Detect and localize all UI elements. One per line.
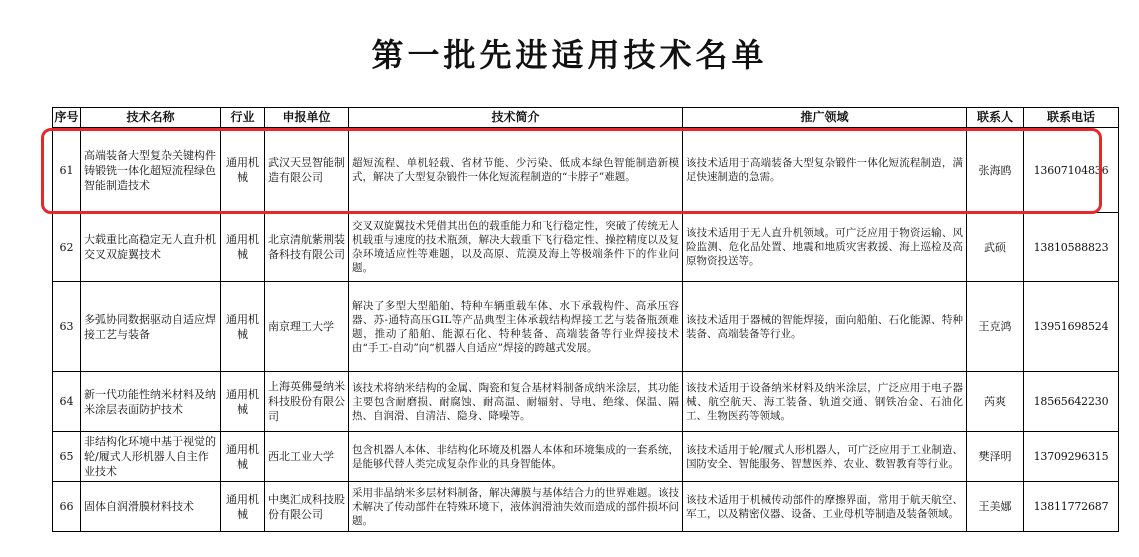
row-phone: 13810588823 (1024, 213, 1119, 282)
col-header-phone: 联系电话 (1024, 108, 1119, 128)
row-description: 该技术将纳米结构的金属、陶瓷和复合基材料制备成纳米涂层，其功能主要包含耐磨损、耐腐蚀、耐高温、耐辐射、导电、绝缘、保温、隔热、自润滑、自清洁、隐身、降噪等。 (349, 372, 683, 432)
row-industry: 通用机械 (221, 372, 265, 432)
row-phone: 13811772687 (1024, 482, 1119, 532)
row-contact: 芮爽 (967, 372, 1024, 432)
row-unit: 中奥汇成科技股份有限公司 (265, 482, 349, 532)
row-application-area: 该技术适用于设备纳米材料及纳米涂层，广泛应用于电子器械、航空航天、海工装备、轨道交通、钢铁冶金、石油化工、生物医药等领域。 (683, 372, 967, 432)
row-phone: 13951698524 (1024, 282, 1119, 372)
row-description: 包含机器人本体、非结构化环境及机器人本体和环境集成的一套系统，是能够代替人类完成复杂作业的具身智能体。 (349, 432, 683, 482)
row-application-area: 该技术适用于轮/履式人形机器人，可广泛应用于工业制造、国防安全、智能服务、智慧医养、农业、数智教育等行业。 (683, 432, 967, 482)
table-row (53, 372, 1119, 432)
col-header-unit: 申报单位 (265, 108, 349, 128)
row-tech-name: 多弧协同数据驱动自适应焊接工艺与装备 (81, 282, 221, 372)
row-tech-name: 大载重比高稳定无人直升机交叉双旋翼技术 (81, 213, 221, 282)
row-no: 66 (53, 482, 81, 532)
row-contact: 武硕 (967, 213, 1024, 282)
table-row (53, 432, 1119, 482)
row-unit: 上海英佛曼纳米科技股份有限公司 (265, 372, 349, 432)
row-tech-name: 固体自润滑膜材料技术 (81, 482, 221, 532)
row-phone: 13709296315 (1024, 432, 1119, 482)
col-header-name: 技术名称 (81, 108, 221, 128)
row-unit: 西北工业大学 (265, 432, 349, 482)
table-row (53, 282, 1119, 372)
table-row (53, 482, 1119, 532)
table-row (53, 213, 1119, 282)
row-description: 超短流程、单机轻载、省材节能、少污染、低成本绿色智能制造新模式，解决了大型复杂锻件一体化短流程制造的“卡脖子”难题。 (349, 128, 683, 213)
row-application-area: 该技术适用于机械传动部件的摩擦界面，常用于航天航空、军工，以及精密仪器、设备、工业母机等制造及装备领域。 (683, 482, 967, 532)
row-contact: 张海鸥 (967, 128, 1024, 213)
row-phone: 18565642230 (1024, 372, 1119, 432)
row-unit: 南京理工大学 (265, 282, 349, 372)
row-unit: 北京清航紫荆装备科技有限公司 (265, 213, 349, 282)
row-industry: 通用机械 (221, 213, 265, 282)
row-description: 解决了多型大型船舶、特种车辆重载车体、水下承载构件、高承压容器、苏-通特高压GIL等产品典型主体承载结构焊接工艺与装备瓶颈难题，推动了船舶、能源石化、特种装备、高端装备等行业焊接技术由“手工-自动”向“机器人自适应”焊接的跨越式发展。 (349, 282, 683, 372)
row-application-area: 该技术适用于器械的智能焊接，面向船舶、石化能源、特种装备、高端装备等行业。 (683, 282, 967, 372)
row-industry: 通用机械 (221, 432, 265, 482)
row-tech-name: 非结构化环境中基于视觉的轮/履式人形机器人自主作业技术 (81, 432, 221, 482)
row-industry: 通用机械 (221, 482, 265, 532)
row-no: 63 (53, 282, 81, 372)
row-application-area: 该技术适用于无人直升机领域。可广泛应用于物资运输、风险监测、危化品处置、地震和地质灾害救援、海上巡检及高原物资投送等。 (683, 213, 967, 282)
row-unit: 武汉天昱智能制造有限公司 (265, 128, 349, 213)
col-header-desc: 技术简介 (349, 108, 683, 128)
row-description: 交叉双旋翼技术凭借其出色的载重能力和飞行稳定性，突破了传统无人机载重与速度的技术瓶颈，解决大载重下飞行稳定性、操控精度以及复杂环境适应性等难题，以及高原、荒漠及海上等极端条件下的作业问题。 (349, 213, 683, 282)
row-industry: 通用机械 (221, 282, 265, 372)
row-tech-name: 高端装备大型复杂关键构件铸锻铣一体化超短流程绿色智能制造技术 (81, 128, 221, 213)
highlight-box (41, 128, 1102, 214)
col-header-industry: 行业 (221, 108, 265, 128)
row-no: 65 (53, 432, 81, 482)
row-tech-name: 新一代功能性纳米材料及纳米涂层表面防护技术 (81, 372, 221, 432)
row-contact: 王克鸿 (967, 282, 1024, 372)
row-contact: 王美娜 (967, 482, 1024, 532)
row-phone: 13607104836 (1024, 128, 1119, 213)
document-title: 第一批先进适用技术名单 (371, 36, 768, 74)
table-header-row (53, 108, 1119, 128)
row-no: 61 (53, 128, 81, 213)
row-application-area: 该技术适用于高端装备大型复杂锻件一体化短流程制造，满足快速制造的急需。 (683, 128, 967, 213)
col-header-area: 推广领域 (683, 108, 967, 128)
col-header-no: 序号 (53, 108, 81, 128)
row-no: 62 (53, 213, 81, 282)
row-no: 64 (53, 372, 81, 432)
row-contact: 樊泽明 (967, 432, 1024, 482)
row-industry: 通用机械 (221, 128, 265, 213)
col-header-contact: 联系人 (967, 108, 1024, 128)
row-description: 采用非晶纳米多层材料制备，解决薄膜与基体结合力的世界难题。该技术解决了传动部件在特殊环境下，液体润滑油失效而造成的部件损坏问题。 (349, 482, 683, 532)
